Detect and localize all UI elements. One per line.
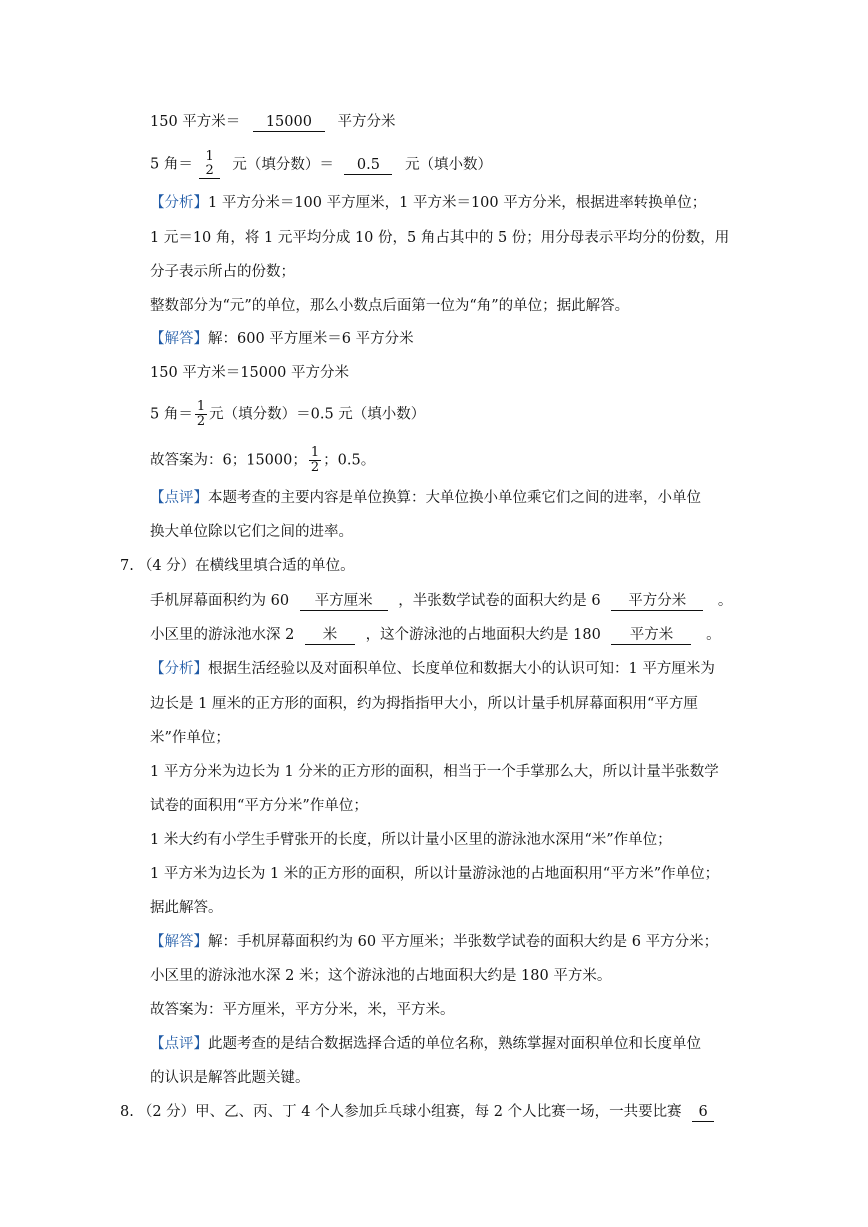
question-number: 8. [120, 1104, 134, 1120]
answer-blank: 平方分米 [611, 592, 703, 611]
denominator: 2 [310, 460, 320, 475]
analysis-tag: 【分析】 [150, 661, 208, 677]
answer-blank: 6 [692, 1103, 714, 1122]
fraction [195, 400, 207, 429]
text: 根据生活经验以及对面积单位、长度单位和数据大小的认识可知：1 平方厘米为 [208, 661, 715, 677]
fraction-line [150, 400, 425, 429]
answer-blank: 平方米 [611, 626, 691, 645]
text: ，半张数学试卷的面积大约是 6 [398, 593, 601, 609]
analysis-line [150, 193, 706, 213]
answer-blank: 15000 [253, 113, 325, 132]
text-line: 小区里的游泳池水深 2 米；这个游泳池的占地面积大约是 180 平方米。 [150, 968, 612, 984]
denominator: 2 [205, 163, 214, 178]
solution-line [150, 329, 414, 349]
text-line: 150 平方米＝15000 平方分米 [150, 365, 350, 381]
text: 故答案为：6；15000； [150, 452, 307, 469]
text: 元（填分数）＝ [232, 156, 334, 173]
numerator: 1 [196, 399, 206, 414]
analysis-tag: 【分析】 [150, 195, 208, 211]
text: 。 [717, 593, 733, 609]
question-text: （2 分）甲、乙、丙、丁 4 个人参加乒乓球小组赛，每 2 个人比赛一场，一共要比赛 [137, 1104, 682, 1120]
text: 5 角＝ [150, 406, 193, 423]
question-8 [120, 1102, 714, 1122]
text-line: 1 米大约有小学生手臂张开的长度，所以计量小区里的游泳池水深用“米”作单位； [150, 832, 672, 848]
text: 5 角＝ [150, 156, 193, 173]
text: 元（填分数）＝0.5 元（填小数） [209, 406, 426, 423]
text-line: 米”作单位； [150, 730, 230, 746]
text: ；0.5。 [323, 452, 376, 469]
text-line: 的认识是解答此题关键。 [150, 1070, 310, 1086]
comment-tag: 【点评】 [150, 490, 208, 506]
q7-line-1 [150, 591, 732, 611]
question-text: （4 分）在横线里填合适的单位。 [137, 558, 355, 574]
numerator: 1 [310, 445, 320, 460]
solution-tag: 【解答】 [150, 331, 208, 347]
text: 1 平方分米＝100 平方厘米，1 平方米＝100 平方分米，根据进率转换单位； [208, 195, 707, 211]
answer-line [150, 446, 375, 475]
text-line: 1 平方分米为边长为 1 分米的正方形的面积，相当于一个手掌那么大，所以计量半张数学 [150, 764, 719, 780]
text-line: 据此解答。 [150, 900, 223, 916]
text-line: 1 元＝10 角，将 1 元平均分成 10 份，5 角占其中的 5 份；用分母表示平均分的份数，用 [150, 230, 730, 246]
text: 150 平方米＝ [150, 114, 241, 130]
text: 本题考查的主要内容是单位换算：大单位换小单位乘它们之间的进率，小单位 [208, 490, 701, 506]
text: 此题考查的是结合数据选择合适的单位名称，熟练掌握对面积单位和长度单位 [208, 1036, 701, 1052]
numerator: 1 [205, 149, 214, 164]
text-line: 1 平方米为边长为 1 米的正方形的面积，所以计量游泳池的占地面积用“平方米”作单位； [150, 866, 720, 882]
text-line: 整数部分为“元”的单位，那么小数点后面第一位为“角”的单位；据此解答。 [150, 298, 630, 314]
comment-line [150, 488, 701, 508]
text-line: 试卷的面积用“平方分米”作单位； [150, 798, 368, 814]
fraction-answer [199, 150, 219, 179]
text: 手机屏幕面积约为 60 [150, 593, 290, 609]
solution-line [150, 932, 718, 952]
text: 解：600 平方厘米＝6 平方分米 [208, 331, 414, 347]
text: 平方分米 [337, 114, 396, 130]
analysis-line [150, 659, 715, 679]
text: 解：手机屏幕面积约为 60 平方厘米；半张数学试卷的面积大约是 6 平方分米； [208, 934, 719, 950]
text-line: 分子表示所占的份数； [150, 264, 295, 280]
denominator: 2 [196, 414, 206, 429]
comment-tag: 【点评】 [150, 1036, 208, 1052]
q7-line-2 [150, 625, 721, 645]
text: 。 [706, 627, 721, 643]
fraction [309, 446, 321, 475]
text-line: 故答案为：平方厘米，平方分米，米，平方米。 [150, 1002, 455, 1018]
answer-blank: 0.5 [344, 156, 392, 175]
line-150-sqm [150, 112, 396, 132]
text: 小区里的游泳池水深 2 [150, 627, 295, 643]
comment-line [150, 1034, 701, 1054]
text-line: 边长是 1 厘米的正方形的面积，约为拇指指甲大小，所以计量手机屏幕面积用“平方厘 [150, 696, 698, 712]
text: 元（填小数） [405, 156, 493, 173]
solution-tag: 【解答】 [150, 934, 208, 950]
question-7 [120, 556, 355, 576]
text: ，这个游泳池的占地面积大约是 180 [365, 627, 601, 643]
line-5-jiao [150, 150, 492, 179]
answer-blank: 米 [305, 626, 355, 645]
text-line: 换大单位除以它们之间的进率。 [150, 524, 353, 540]
question-number: 7. [120, 558, 134, 574]
answer-blank: 平方厘米 [300, 592, 388, 611]
